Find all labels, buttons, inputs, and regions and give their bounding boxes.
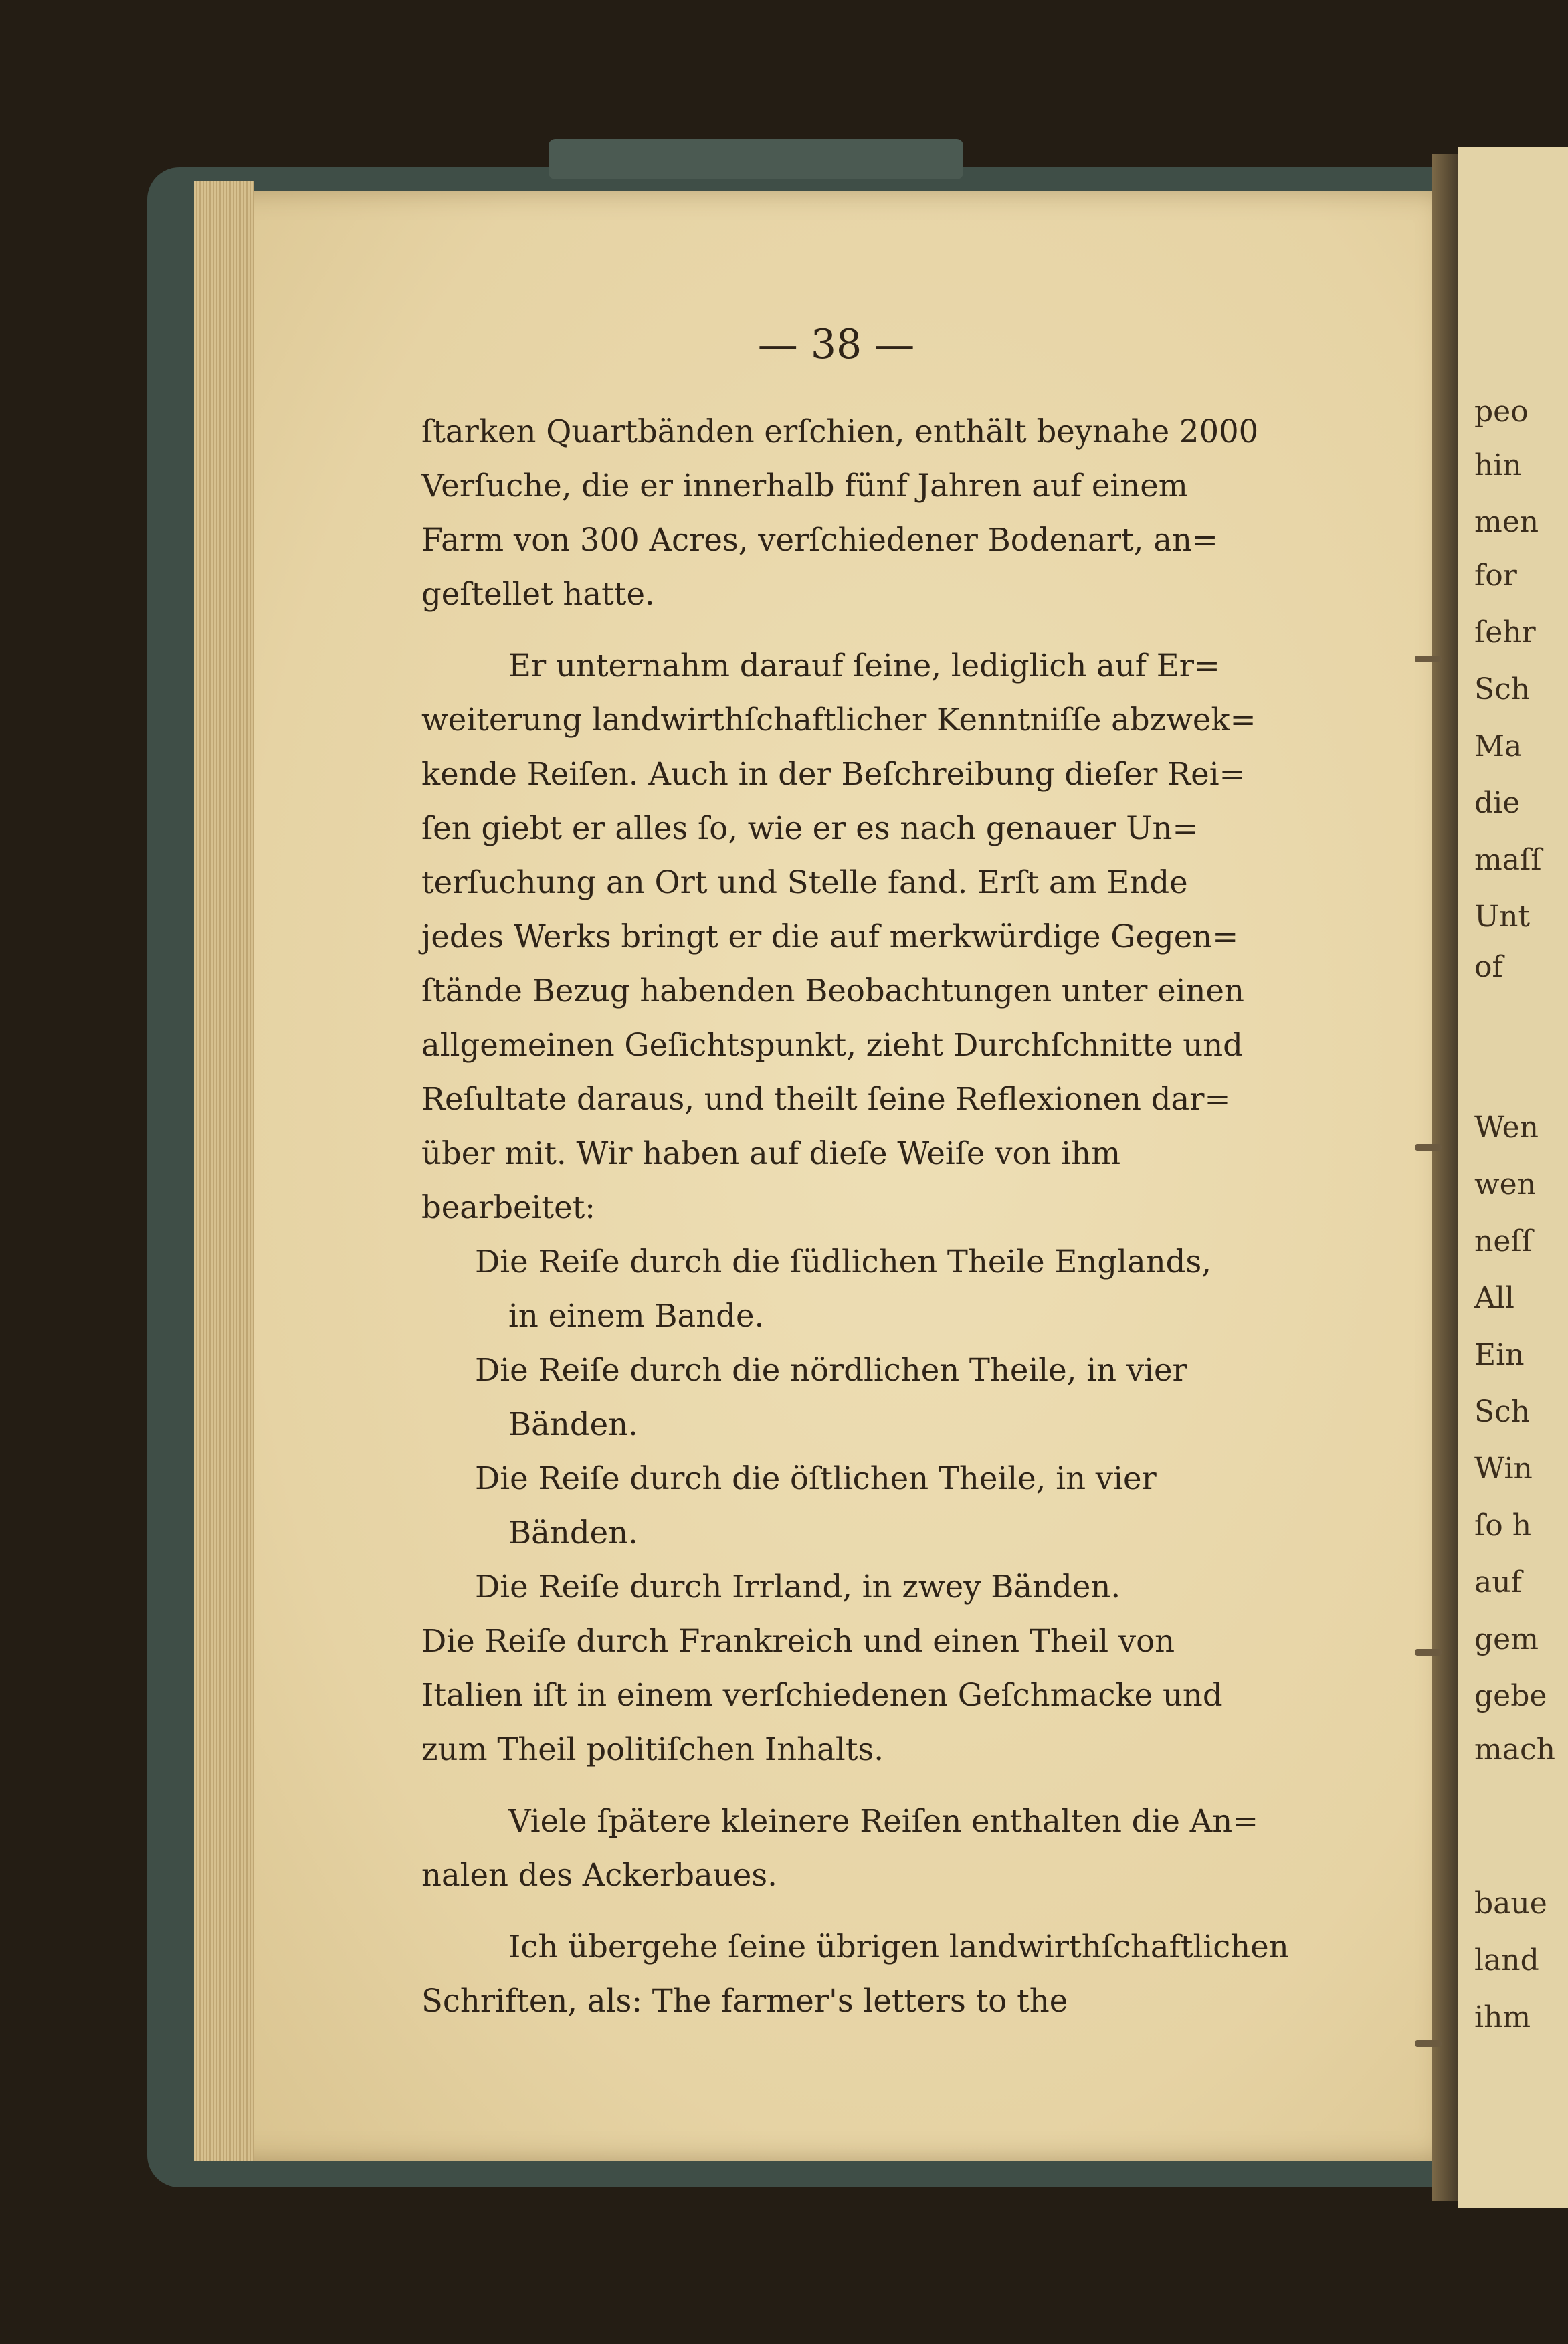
list-item: Die Reiſe durch Irrland, in zwey Bänden. [475,1569,1121,1605]
text-line: über mit. Wir haben auf dieſe Weiſe von ihm [421,1135,1121,1171]
list-item: Die Reiſe durch die nördlichen Theile, in vier [475,1352,1187,1388]
text-line: Farm von 300 Acres, verſchiedener Bodenart, an= [421,522,1218,558]
text-line: Er unternahm darauf ſeine, lediglich auf Er= [508,648,1220,684]
next-page-fragment: Sch [1474,672,1531,706]
next-page-fragment: die [1474,786,1521,820]
text-line: nalen des Ackerbaues. [421,1857,777,1893]
next-page-fragment: baue [1474,1886,1547,1921]
page-text [421,405,1311,2028]
text-line: ſtände Bezug habenden Beobachtungen unter einen [421,973,1244,1009]
list-item: Die Reiſe durch die öſtlichen Theile, in vier [475,1460,1157,1496]
text-line: Italien iſt in einem verſchiedenen Geſchmacke und [421,1677,1223,1713]
text-line: ſen giebt er alles ſo, wie er es nach genauer Un= [421,810,1199,846]
next-page-edge [1458,147,1568,2208]
next-page-fragment: hin [1474,448,1522,482]
next-page-fragment: ſehr [1474,615,1536,650]
text-line: Verſuche, die er innerhalb fünf Jahren auf einem [421,468,1188,504]
text-line: jedes Werks bringt er die auf merkwürdige Gegen= [421,918,1239,955]
list [421,1235,1311,1614]
text-line: geſtellet hatte. [421,576,655,612]
next-page-fragment: All [1474,1281,1514,1315]
margin-mark [1415,2040,1442,2047]
text-line: zum Theil politiſchen Inhalts. [421,1731,884,1767]
next-page-fragment: land [1474,1943,1539,1977]
next-page-fragment: men [1474,505,1539,539]
text-line: terſuchung an Ort und Stelle fand. Erſt am Ende [421,864,1188,900]
list-item-continuation: Bänden. [508,1406,638,1442]
text-line: Reſultate daraus, und theilt ſeine Reflexionen dar= [421,1081,1231,1117]
next-page-fragment: ihm [1474,2000,1531,2034]
next-page-fragment: for [1474,559,1517,593]
paragraph [421,1794,1311,1902]
margin-mark [1415,656,1442,662]
paragraph [421,405,1311,621]
text-line: Schriften, als: The farmer's letters to the [421,1983,1068,2019]
margin-mark [1415,1649,1442,1656]
text-line: Viele ſpätere kleinere Reiſen enthalten die An= [508,1803,1259,1839]
next-page-fragment: Win [1474,1452,1533,1486]
next-page-fragment: Ein [1474,1338,1525,1372]
page-stack-edge [194,181,254,2161]
next-page-fragment: Unt [1474,900,1531,934]
text-line: bearbeitet: [421,1189,595,1226]
next-page-fragment: ſo h [1474,1508,1532,1543]
next-page-fragment: neſſ [1474,1224,1533,1258]
text-line: weiterung landwirthſchaftlicher Kenntniſſe abzwek= [421,702,1256,738]
paragraph [421,639,1311,1235]
paragraph [421,1614,1311,1777]
text-line: Ich übergehe ſeine übrigen landwirthſchaftlichen [508,1929,1289,1965]
next-page-fragment: Sch [1474,1395,1531,1429]
next-page-fragment: gebe [1474,1679,1547,1713]
list-item-continuation: Bänden. [508,1515,638,1551]
book-spine-tab [549,139,963,179]
margin-mark [1415,1144,1442,1151]
next-page-fragment: mach [1474,1733,1555,1767]
paragraph [421,1920,1311,2028]
text-line: allgemeinen Geſichtspunkt, zieht Durchſchnitte und [421,1027,1243,1063]
next-page-fragment: maſſ [1474,843,1542,877]
list-item-continuation: in einem Bande. [508,1298,765,1334]
text-line: ſtarken Quartbänden erſchien, enthält beynahe 2000 [421,413,1259,450]
next-page-fragment: gem [1474,1622,1539,1656]
next-page-fragment: peo [1474,395,1529,429]
text-line: kende Reiſen. Auch in der Beſchreibung dieſer Rei= [421,756,1246,792]
next-page-fragment: Wen [1474,1110,1539,1145]
next-page-fragment: wen [1474,1167,1537,1201]
list-item: Die Reiſe durch die ſüdlichen Theile Englands, [475,1244,1212,1280]
text-line: Die Reiſe durch Frankreich und einen Theil von [421,1623,1175,1659]
next-page-fragment: auf [1474,1565,1522,1599]
next-page-fragment: of [1474,950,1503,984]
page-number: — 38 — [757,321,915,368]
next-page-fragment: Ma [1474,729,1523,763]
